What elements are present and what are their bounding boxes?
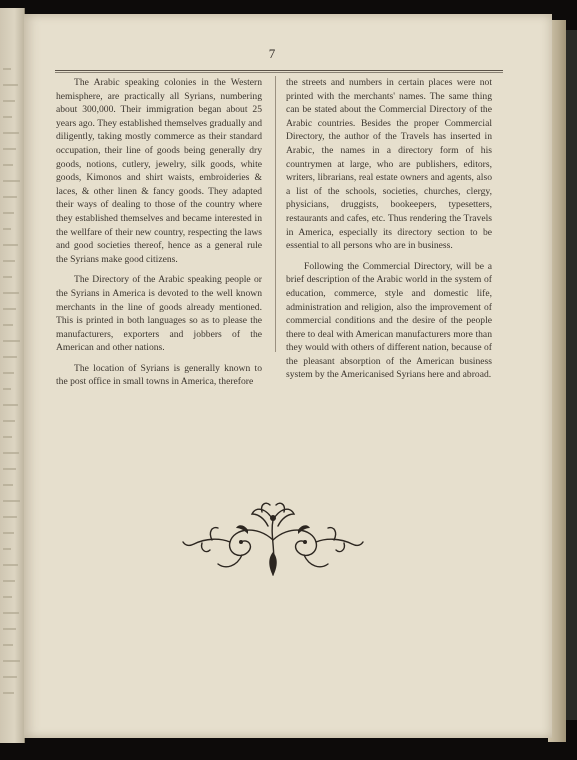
bleed-through-mark — [3, 100, 15, 102]
bleed-through-mark — [3, 628, 16, 630]
bleed-through-mark — [3, 484, 13, 486]
bleed-through-mark — [3, 452, 19, 454]
bleed-through-mark — [3, 292, 19, 294]
bleed-through-mark — [3, 612, 19, 614]
bleed-through-mark — [3, 404, 18, 406]
bleed-through-mark — [3, 420, 15, 422]
bleed-through-mark — [3, 500, 20, 502]
bleed-through-mark — [3, 260, 15, 262]
bleed-through-mark — [3, 676, 17, 678]
bleed-through-mark — [3, 228, 11, 230]
left-column — [56, 76, 262, 396]
bleed-through-mark — [3, 468, 16, 470]
bleed-through-mark — [3, 644, 13, 646]
bleed-through-mark — [3, 180, 20, 182]
paragraph: Following the Commercial Directory, will be a brief description of the Arabic world in the system of education, commerce, style and domestic life, administration and religion, also the improvement of commercial conditions and the desire of the people there to deal with American manufacturers more than they would with others of different nation, because of the pleasant absorption of the American business system by the Americanised Syrians here and abroad. — [286, 260, 492, 381]
bleed-through-mark — [3, 116, 12, 118]
floral-scroll-ornament-icon — [182, 500, 364, 580]
bleed-through-mark — [3, 244, 18, 246]
bleed-through-mark — [3, 660, 20, 662]
bleed-through-mark — [3, 356, 17, 358]
bleed-through-mark — [3, 372, 14, 374]
page-number: 7 — [268, 46, 276, 61]
bleed-through-mark — [3, 436, 12, 438]
bleed-through-mark — [3, 516, 17, 518]
bleed-through-mark — [3, 580, 15, 582]
bleed-through-mark — [3, 68, 11, 70]
bleed-through-mark — [3, 196, 17, 198]
facing-page-edge — [0, 8, 25, 743]
bleed-through-mark — [3, 308, 16, 310]
bleed-through-mark — [3, 564, 18, 566]
paragraph: The Arabic speaking colonies in the Western hemisphere, are practically all Syrians, numbering about 300,000. Their immigration began about 25 years ago. They established themselves gradually and diligently, taking mostly commerce as their standard occupation, their line of goods being generally dry goods, notions, cutlery, jewelry, silk goods, white goods, Kimonos and shirt waists, embroideries & laces, & other linen & fancy goods. They adapted their ways of dealing to those of the country where they established themselves and became interested in the wellfare of their new country, respecting the laws and good societies thereof, hence as a general rule the Syrians make good citizens. — [56, 77, 262, 265]
bleed-through-mark — [3, 164, 13, 166]
bleed-through-mark — [3, 148, 16, 150]
bleed-through-mark — [3, 276, 12, 278]
bleed-through-mark — [3, 340, 20, 342]
bleed-through-mark — [3, 132, 19, 134]
right-column — [286, 76, 492, 389]
bleed-through-mark — [3, 532, 14, 534]
paragraph: the streets and numbers in certain places were not printed with the merchants' names. The same thing can be stated about the Commercial Directory of the Arabic countries. Besides the proper Commercial Directory, the author of the Travels has inserted in Arabic, the names in a directory form of his countrymen at large, who are publishers, editors, writers, librarians, real estate owners and agents, also a list of the schools, societies, churches, clergy, physicians, druggists, bookeepers, typesetters, restaurants and cafes, etc. Thus rendering the Travels in America, especially its directory section to be essential to all persons who are in business. — [286, 77, 492, 252]
column-divider — [275, 76, 276, 352]
paragraph: The Directory of the Arabic speaking people or the Syrians in America is devoted to the well known merchants in the line of goods already mentioned. This is printed in both languages so as to please the manufacturers, exporters and jobbers of the American and other nations. — [56, 274, 262, 354]
book-cover-edge — [566, 30, 577, 720]
paragraph: The location of Syrians is generally known to the post office in small towns in America, therefore — [56, 362, 262, 388]
bleed-through-mark — [3, 324, 13, 326]
header-rule — [55, 70, 503, 71]
bleed-through-mark — [3, 692, 14, 694]
bleed-through-mark — [3, 84, 18, 86]
bleed-through-mark — [3, 388, 11, 390]
bleed-through-mark — [3, 548, 11, 550]
bleed-through-mark — [3, 596, 12, 598]
bleed-through-mark — [3, 212, 14, 214]
